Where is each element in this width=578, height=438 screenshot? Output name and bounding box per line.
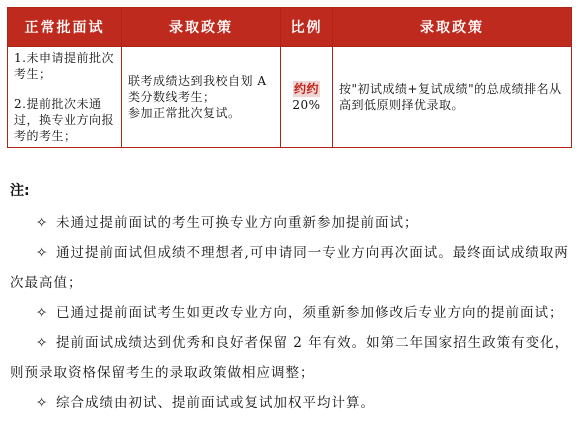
diamond-bullet-icon: ✧ (36, 335, 49, 351)
notes-section (10, 180, 570, 418)
policy-a-line-2: 参加正常批次复试。 (128, 106, 241, 120)
note-text: 通过提前面试但成绩不理想者,可申请同一专业方向再次面试。最终面试成绩取两次最高值； (10, 245, 569, 291)
admission-policy-table (7, 7, 572, 148)
table-row (8, 47, 572, 148)
header-ratio: 比例 (281, 8, 333, 47)
cell-ratio (281, 47, 333, 148)
ratio-approx-label: 约约 (293, 82, 319, 96)
policy-a-line-1: 联考成绩达到我校自划 A 类分数线考生； (128, 74, 267, 104)
diamond-bullet-icon: ✧ (36, 395, 49, 411)
note-item (10, 208, 570, 238)
note-item (10, 328, 570, 388)
note-text: 已通过提前面试考生如更改专业方向，须重新参加修改后专业方向的提前面试； (56, 305, 564, 321)
table-header-row (8, 8, 572, 47)
header-admission-policy-2: 录取政策 (333, 8, 572, 47)
note-item (10, 238, 570, 298)
header-admission-policy: 录取政策 (122, 8, 281, 47)
note-item (10, 298, 570, 328)
cell-conditions (8, 47, 122, 148)
diamond-bullet-icon: ✧ (36, 215, 49, 231)
condition-2: 2.提前批次未通过，换专业方向报考的考生； (14, 97, 115, 143)
diamond-bullet-icon: ✧ (36, 245, 49, 261)
cell-policy-b: 按"初试成绩+复试成绩"的总成绩排名从高到低原则择优录取。 (333, 47, 572, 148)
notes-title: 注: (10, 183, 30, 199)
note-text: 未通过提前面试的考生可换专业方向重新参加提前面试； (56, 215, 419, 231)
note-text: 提前面试成绩达到优秀和良好者保留 2 年有效。如第二年国家招生政策有变化，则预录取资格保留考生的录取政策做相应调整； (10, 335, 570, 381)
cell-policy-a (122, 47, 281, 148)
diamond-bullet-icon: ✧ (36, 305, 49, 321)
header-normal-interview: 正常批面试 (8, 8, 122, 47)
ratio-value: 20% (292, 98, 321, 112)
condition-1: 1.未申请提前批次考生； (14, 51, 114, 81)
note-text: 综合成绩由初试、提前面试或复试加权平均计算。 (56, 395, 375, 411)
note-item (10, 388, 570, 418)
